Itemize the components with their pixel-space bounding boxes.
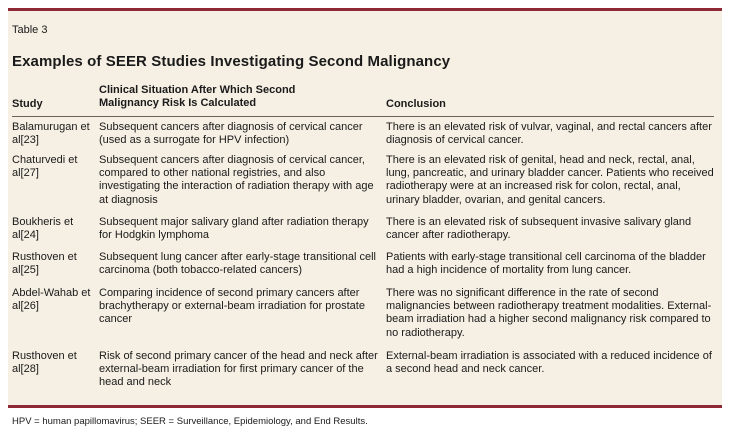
column-header-clinical-situation: Clinical Situation After Which Second Malignancy Risk Is Calculated xyxy=(99,84,296,109)
clinical-situation-cell: Subsequent cancers after diagnosis of cervical cancer, compared to other national registries, and also investigating the interaction of radiation therapy with age at diagnosis xyxy=(99,154,374,206)
study-cell: Abdel-Wahab et al[26] xyxy=(12,287,91,313)
conclusion-cell: There is an elevated risk of genital, head and neck, rectal, anal, lung, pancreatic, and urinary bladder cancer. Patients who received radiotherapy were at an increased risk for colon, rectal, anal, urinary bladder, ovarian, and genital cancers. xyxy=(386,154,714,206)
clinical-situation-cell: Risk of second primary cancer of the head and neck after external-beam irradiation for first primary cancer of the head and neck xyxy=(99,350,378,389)
study-cell: Chaturvedi et al[27] xyxy=(12,154,78,180)
table-panel xyxy=(8,8,722,408)
table-footnote: HPV = human papillomavirus; SEER = Surveillance, Epidemiology, and End Results. xyxy=(12,416,368,427)
conclusion-cell: There was no significant difference in the rate of second malignancies between radiotherapy treatment modalities. External-beam irradiation had a higher second malignancy risk compared to no radiotherapy. xyxy=(386,287,712,339)
conclusion-cell: There is an elevated risk of vulvar, vaginal, and rectal cancers after diagnosis of cervical cancer. xyxy=(386,121,712,147)
clinical-situation-cell: Subsequent major salivary gland after radiation therapy for Hodgkin lymphoma xyxy=(99,216,369,242)
column-header-conclusion: Conclusion xyxy=(386,98,446,110)
study-cell: Rusthoven et al[28] xyxy=(12,350,77,376)
clinical-situation-cell: Subsequent cancers after diagnosis of cervical cancer (used as a surrogate for HPV infection) xyxy=(99,121,363,147)
column-header-study: Study xyxy=(12,98,43,110)
conclusion-cell: There is an elevated risk of subsequent invasive salivary gland cancer after radiotherapy. xyxy=(386,216,692,242)
study-cell: Boukheris et al[24] xyxy=(12,216,74,242)
conclusion-cell: External-beam irradiation is associated with a reduced incidence of a second head and neck cancer. xyxy=(386,350,712,376)
header-divider xyxy=(12,116,714,117)
study-cell: Balamurugan et al[23] xyxy=(12,121,90,147)
clinical-situation-cell: Comparing incidence of second primary cancers after brachytherapy or external-beam irradiation for prostate cancer xyxy=(99,287,365,326)
table-title: Examples of SEER Studies Investigating Second Malignancy xyxy=(12,53,451,70)
table-label: Table 3 xyxy=(12,24,48,36)
conclusion-cell: Patients with early-stage transitional cell carcinoma of the bladder had a high incidence of mortality from lung cancer. xyxy=(386,251,706,277)
study-cell: Rusthoven et al[25] xyxy=(12,251,77,277)
clinical-situation-cell: Subsequent lung cancer after early-stage transitional cell carcinoma (both tobacco-related cancers) xyxy=(99,251,376,277)
